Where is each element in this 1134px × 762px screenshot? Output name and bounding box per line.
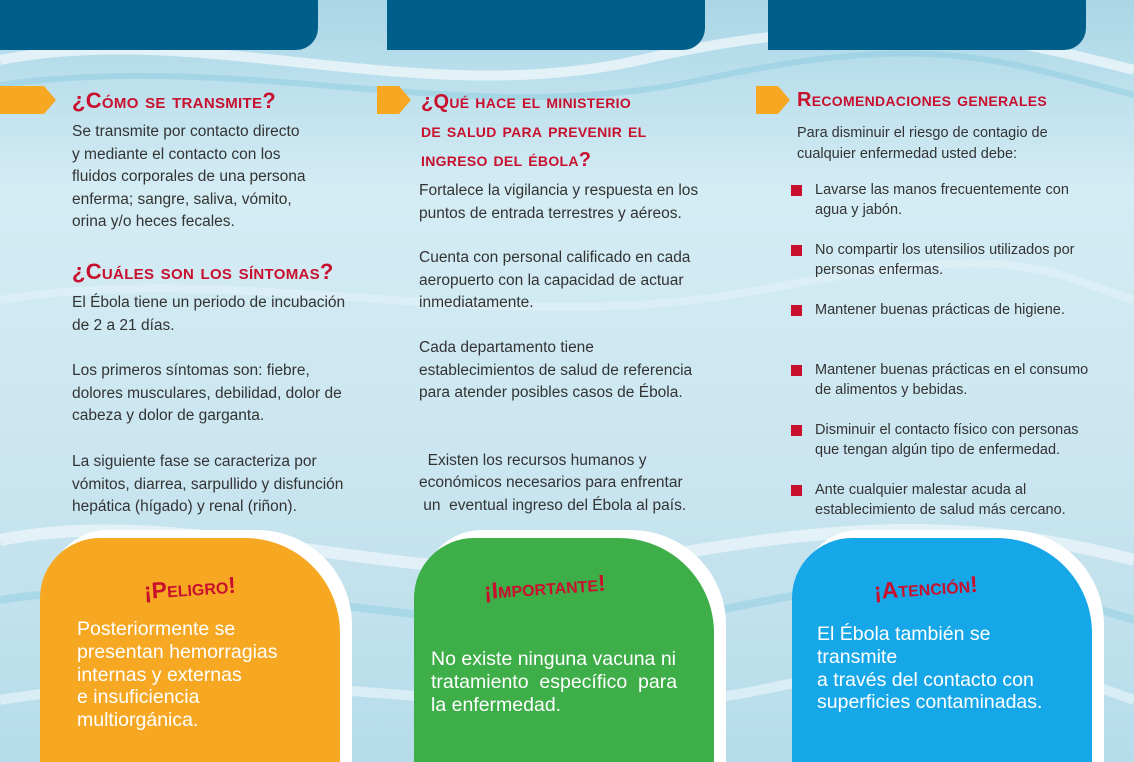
paragraph-siguiente-fase (72, 451, 343, 519)
bullet-square-icon (791, 245, 802, 256)
text-line: enferma; sangre, saliva, vómito, (72, 190, 292, 208)
card-text-importante (431, 648, 677, 716)
text-line: establecimientos de salud de referencia (419, 361, 693, 379)
text-line: de 2 a 21 días. (72, 316, 175, 334)
top-bar-right (768, 0, 1086, 50)
list-item (791, 360, 1088, 400)
card-importante (414, 538, 714, 762)
text-line: Posteriormente se (77, 618, 236, 640)
text-line: No compartir los utensilios utilizados por (815, 242, 1075, 258)
text-line: a través del contacto con (817, 668, 1034, 691)
heading-line: ingreso del ébola? (421, 149, 592, 171)
text-line: vómitos, diarrea, sarpullido y disfunción (72, 475, 344, 493)
list-item (791, 240, 1088, 280)
heading-sintomas: ¿Cuáles son los síntomas? (72, 259, 334, 284)
text-line: orina y/o heces fecales. (72, 213, 235, 231)
arrow-marker-icon (377, 86, 411, 114)
paragraph-recursos (419, 427, 686, 517)
list-item (791, 180, 1088, 220)
text-line: Lavarse las manos frecuentemente con (815, 182, 1069, 198)
arrow-marker-icon (756, 86, 790, 114)
card-text-peligro (77, 618, 278, 732)
text-line: Fortalece la vigilancia y respuesta en los (419, 182, 699, 199)
text-line: superficies contaminadas. (817, 691, 1043, 714)
text-line: Cada departamento tiene (419, 339, 594, 356)
text-line: Se transmite por contacto directo (72, 123, 300, 140)
text-line: Los primeros síntomas son: fiebre, (72, 362, 310, 379)
text-line: dolores musculares, debilidad, dolor de (72, 384, 342, 402)
text-line: aeropuerto con la capacidad de actuar (419, 271, 684, 289)
text-line: El Ébola también se (817, 623, 991, 645)
text-line: transmite (817, 645, 898, 668)
text-line: puntos de entrada terrestres y aéreos. (419, 204, 682, 222)
recommendations-list (791, 180, 1088, 540)
card-peligro (40, 538, 340, 762)
card-title-peligro: ¡Peligro! (143, 571, 237, 604)
card-title-atencion: ¡Atención! (873, 570, 979, 604)
text-line: económicos necesarios para enfrentar (419, 474, 683, 492)
arrow-marker-icon (0, 86, 56, 114)
text-line: tratamiento específico para (431, 670, 678, 693)
text-line: multiorgánica. (77, 709, 199, 732)
text-line: Cuenta con personal calificado en cada (419, 249, 691, 266)
text-line: Disminuir el contacto físico con personas (815, 422, 1079, 438)
text-line: Mantener buenas prácticas de higiene. (815, 302, 1065, 318)
text-line: cabeza y dolor de garganta. (72, 407, 265, 425)
heading-ministerio (421, 88, 647, 175)
heading-como-se-transmite: ¿Cómo se transmite? (72, 88, 277, 113)
paragraph-departamentos (419, 337, 692, 405)
bullet-square-icon (791, 185, 802, 196)
heading-line: de salud para prevenir el (421, 120, 647, 142)
text-line: agua y jabón. (815, 202, 903, 218)
text-line: establecimiento de salud más cercano. (815, 502, 1066, 518)
list-item (791, 480, 1088, 520)
card-atencion (792, 538, 1092, 762)
text-line: inmediatamente. (419, 294, 534, 312)
list-item (791, 300, 1088, 320)
text-line: e insuficiencia (77, 686, 200, 709)
text-line: la enfermedad. (431, 693, 562, 716)
list-item (791, 420, 1088, 460)
text-line: que tengan algún tipo de enfermedad. (815, 442, 1061, 458)
text-line: un eventual ingreso del Ébola al país. (419, 496, 687, 514)
text-line: Para disminuir el riesgo de contagio de (797, 125, 1048, 141)
heading-line: ¿Qué hace el ministerio (421, 91, 632, 113)
text-line: hepática (hígado) y renal (riñon). (72, 498, 297, 516)
paragraph-primeros-sintomas (72, 360, 342, 428)
top-bar-center (387, 0, 705, 50)
text-line: cualquier enfermedad usted debe: (797, 146, 1018, 162)
text-line: para atender posibles casos de Ébola. (419, 384, 683, 402)
bullet-square-icon (791, 425, 802, 436)
bullet-square-icon (791, 365, 802, 376)
paragraph-intro-recomendaciones (797, 123, 1048, 165)
text-line: Ante cualquier malestar acuda al (815, 482, 1027, 498)
text-line: presentan hemorragias (77, 640, 278, 663)
text-line: y mediante el contacto con los (72, 145, 281, 163)
paragraph-vigilancia (419, 180, 698, 225)
paragraph-transmision (72, 121, 306, 234)
bullet-square-icon (791, 305, 802, 316)
text-line: No existe ninguna vacuna ni (431, 648, 676, 670)
text-line: de alimentos y bebidas. (815, 382, 968, 398)
card-title-importante: ¡Importante! (483, 569, 607, 604)
top-bar-left (0, 0, 318, 50)
text-line: Mantener buenas prácticas en el consumo (815, 362, 1089, 378)
bullet-square-icon (791, 485, 802, 496)
card-text-atencion (817, 623, 1042, 714)
paragraph-personal (419, 247, 690, 315)
text-line: La siguiente fase se caracteriza por (72, 453, 317, 470)
text-line: personas enfermas. (815, 262, 944, 278)
heading-recomendaciones: Recomendaciones generales (797, 89, 1047, 111)
text-line: internas y externas (77, 663, 242, 686)
text-line: El Ébola tiene un periodo de incubación (72, 294, 346, 311)
paragraph-incubacion (72, 292, 345, 337)
text-line: Existen los recursos humanos y (427, 451, 647, 469)
text-line: fluidos corporales de una persona (72, 168, 306, 186)
